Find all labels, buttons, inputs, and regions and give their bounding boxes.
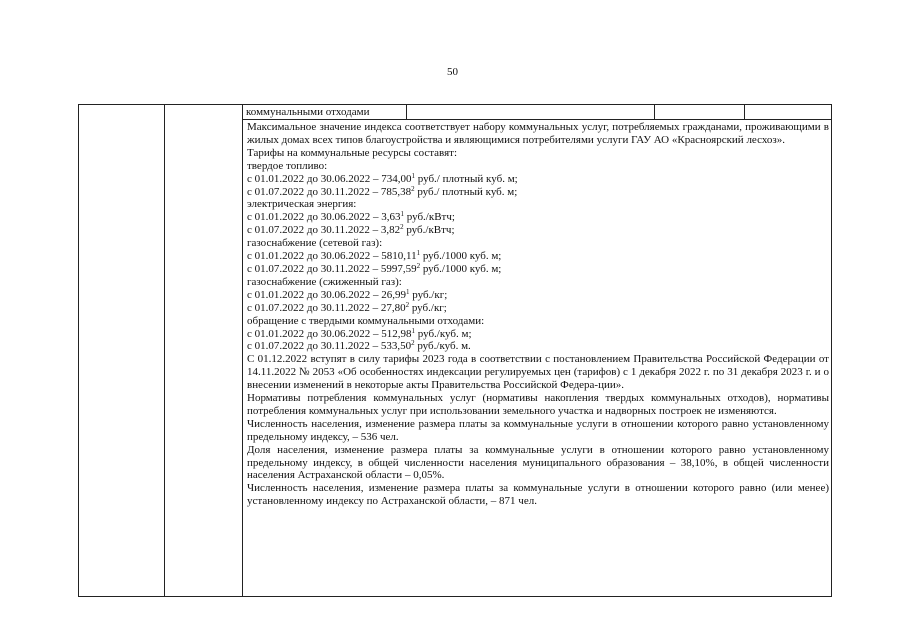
paragraph-norms: Нормативы потребления коммунальных услуг (нормативы накопления твердых коммунальных отходов), нормативы потребления коммунальных услуг при использовании земельного участка и надворных построек не изменяются. bbox=[247, 392, 829, 417]
paragraph-index: Максимальное значение индекса соответствует набору коммунальных услуг, потребляемых гражданами, проживающими в жилых домах всех типов благоустройства и являющимися потребителями услуги ГАУ АО «Красноярский лесхоз». bbox=[247, 121, 829, 146]
paragraph-population-share: Доля населения, изменение размера платы за коммунальные услуги в отношении которого равно установленному предельному индексу, в общей численности населения муниципального образования – 38,10%, в общей численности населения Астраханской области – 0,05%. bbox=[247, 443, 829, 482]
column-divider bbox=[406, 105, 407, 119]
column-divider bbox=[242, 105, 243, 596]
line-network-gas: газоснабжение (сетевой газ): bbox=[247, 237, 383, 250]
line-electricity-h1: с 01.01.2022 до 30.06.2022 – 3,63$^1$ руб./кВтч; bbox=[247, 210, 455, 224]
line-network-gas-h2: с 01.07.2022 до 30.11.2022 – 5997,59$^2$ руб./1000 куб. м; bbox=[247, 261, 502, 275]
line-solid-fuel: твердое топливо: bbox=[247, 159, 328, 172]
line-lpg-h2: с 01.07.2022 до 30.11.2022 – 27,80$^2$ руб./кг; bbox=[247, 300, 447, 314]
column-divider bbox=[744, 105, 745, 119]
line-lpg: газоснабжение (сжиженный газ): bbox=[247, 275, 402, 288]
paragraph-population-equal: Численность населения, изменение размера платы за коммунальные услуги в отношении которого равно установленному предельному индексу, – 536 чел. bbox=[247, 417, 829, 443]
page-number: 50 bbox=[447, 66, 458, 78]
row-divider bbox=[242, 119, 831, 120]
line-network-gas-h1: с 01.01.2022 до 30.06.2022 – 5810,11$^1$ руб./1000 куб. м; bbox=[247, 249, 502, 263]
line-waste-h1: с 01.01.2022 до 30.06.2022 – 512,98$^1$ руб./куб. м; bbox=[247, 326, 472, 340]
first-row-text: коммунальными отходами bbox=[246, 106, 370, 118]
line-electricity: электрическая энергия: bbox=[247, 198, 357, 211]
line-waste-h2: с 01.07.2022 до 30.11.2022 – 533,50$^2$ руб./куб. м. bbox=[247, 339, 471, 353]
line-electricity-h2: с 01.07.2022 до 30.11.2022 – 3,82$^2$ руб./кВтч; bbox=[247, 223, 455, 237]
line-lpg-h1: с 01.01.2022 до 30.06.2022 – 26,99$^1$ руб./кг; bbox=[247, 287, 448, 301]
table-content bbox=[247, 121, 829, 508]
tariff-table bbox=[78, 104, 832, 597]
column-divider bbox=[164, 105, 165, 596]
line-solid-fuel-h2: с 01.07.2022 до 30.11.2022 – 785,38$^2$ руб./ плотный куб. м; bbox=[247, 184, 518, 198]
paragraph-population-less: Численность населения, изменение размера платы за коммунальные услуги в отношении которого равно (или менее) установленному индексу по Астраханской области, – 871 чел. bbox=[247, 482, 829, 508]
line-tariffs-heading: Тарифы на коммунальные ресурсы составят: bbox=[247, 146, 458, 159]
line-solid-fuel-h1: с 01.01.2022 до 30.06.2022 – 734,00$^1$ руб./ плотный куб. м; bbox=[247, 171, 518, 185]
paragraph-tariffs-2023: С 01.12.2022 вступят в силу тарифы 2023 года в соответствии с постановлением Правительства Российской Федерации от 14.11.2022 № 2053 «Об особенностях индексации регулируемых цен (тарифов) с 1 декабря 2022 г. по 31 декабря 2023 г. и о внесении изменений в некоторые акты Правительства Российской Федера-ции». bbox=[247, 353, 829, 392]
line-waste: обращение с твердыми коммунальными отходами: bbox=[247, 314, 485, 327]
column-divider bbox=[654, 105, 655, 119]
